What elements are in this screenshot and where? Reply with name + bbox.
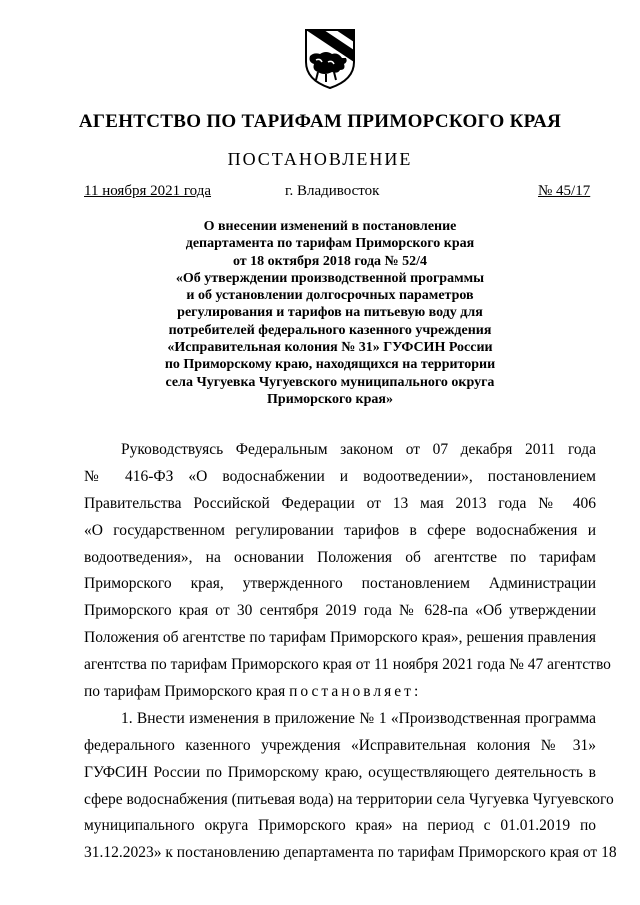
title-line: от 18 октября 2018 года № 52/4	[232, 253, 428, 269]
title-line: регулирования и тарифов на питьевую воду для	[177, 305, 483, 321]
coat-of-arms-svg	[304, 28, 356, 90]
body-line-resolution	[84, 679, 596, 706]
body-line: федерального казенного учреждения «Исправительная колония № 31»	[84, 736, 596, 754]
body-line: 31.12.2023» к постановлению департамента по тарифам Приморского края от 18	[84, 844, 617, 862]
resolution-prefix: по тарифам Приморского края	[84, 683, 286, 701]
title-line: «Исправительная колония № 31» ГУФСИН России	[167, 340, 493, 356]
title-line: О внесении изменений в постановление	[203, 219, 457, 234]
title-line: департамента по тарифам Приморского края	[185, 236, 475, 252]
coat-of-arms-icon	[304, 28, 356, 90]
body-line: ГУФСИН России по Приморскому краю, осуществляющего деятельность в	[84, 763, 596, 781]
body-line: Приморского края от 30 сентября 2019 года № 628-па «Об утверждении	[84, 602, 596, 620]
title-line: потребителей федерального казенного учреждения	[168, 322, 492, 338]
body-line: Положения об агентстве по тарифам Приморского края», решения правления	[84, 629, 596, 647]
title-line: и об установлении долгосрочных параметров	[186, 288, 474, 304]
document-date: 11 ноября 2021 года	[84, 183, 212, 199]
document-number: № 45/17	[538, 183, 591, 199]
document-type: ПОСТАНОВЛЕНИЕ	[227, 149, 413, 169]
title-line: «Об утверждении производственной программы	[175, 270, 485, 286]
document-body	[84, 437, 617, 867]
agency-name: АГЕНТСТВО ПО ТАРИФАМ ПРИМОРСКОГО КРАЯ	[78, 111, 562, 132]
title-line: села Чугуевка Чугуевского муниципального округа	[165, 374, 495, 390]
document-city: г. Владивосток	[285, 183, 380, 199]
resolution-keyword: постановляет:	[289, 683, 422, 701]
body-line: № 416-ФЗ «О водоснабжении и водоотведении», постановлением	[84, 467, 596, 485]
body-line: 1. Внести изменения в приложение № 1 «Производственная программа	[121, 709, 596, 727]
body-line: сфере водоснабжения (питьевая вода) на территории села Чугуевка Чугуевского	[84, 790, 614, 808]
title-line: по Приморскому краю, находящихся на территории	[164, 357, 496, 373]
body-line: муниципального округа Приморского края» на период с 01.01.2019 по	[84, 817, 596, 835]
body-line: агентства по тарифам Приморского края от 11 ноября 2021 года № 47 агентство	[84, 656, 611, 674]
body-line: Руководствуясь Федеральным законом от 07 декабря 2011 года	[121, 441, 596, 458]
body-line: водоотведения», на основании Положения об агентстве по тарифам	[84, 548, 596, 566]
body-line: «О государственном регулировании тарифов в сфере водоснабжения и	[84, 521, 596, 539]
document-title	[140, 218, 520, 408]
body-line: Правительства Российской Федерации от 13 мая 2013 года № 406	[84, 494, 596, 512]
title-line: Приморского края»	[267, 391, 393, 407]
body-line: Приморского края, утвержденного постановлением Администрации	[84, 575, 596, 593]
